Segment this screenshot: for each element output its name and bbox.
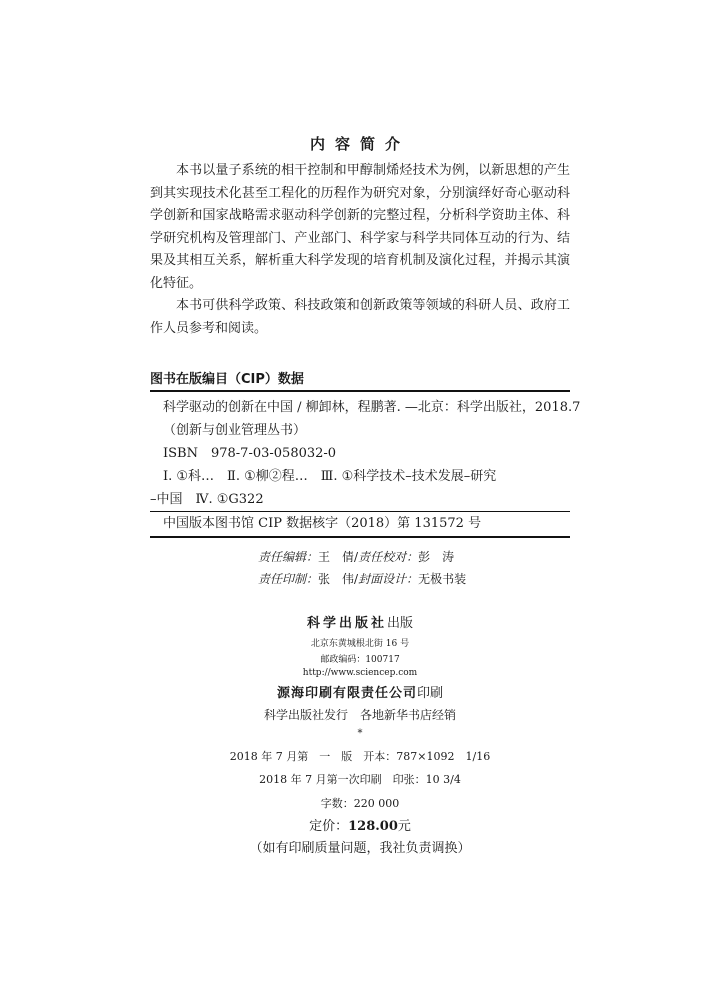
- printer-suffix: 印刷: [417, 686, 444, 701]
- cip-line: Ⅰ. ①科… Ⅱ. ①柳②程… Ⅲ. ①科学技术–技术发展–研究: [163, 469, 497, 484]
- quality-notice: （如有印刷质量问题，我社负责调换）: [249, 841, 471, 856]
- price-label: 定价：: [309, 819, 349, 834]
- cip-line: ISBN 978-7-03-058032-0: [163, 446, 337, 461]
- cip-footer: 中国版本图书馆 CIP 数据核字（2018）第 131572 号: [163, 516, 482, 531]
- intro-title: 内容简介: [309, 135, 410, 153]
- cip-line: –中国 Ⅳ. ①G322: [150, 492, 264, 507]
- cip-title: 图书在版编目（CIP）数据: [150, 372, 304, 387]
- printer-name: 源海印刷有限责任公司: [276, 686, 417, 701]
- credit-separator: /: [354, 550, 359, 564]
- credit-value: 彭 涛: [418, 550, 455, 564]
- credit-label: 责任编辑：: [258, 550, 319, 564]
- credit-value: 无极书装: [418, 572, 467, 586]
- publisher-address: 北京东黄城根北街 16 号: [310, 639, 410, 649]
- credit-separator: /: [354, 572, 359, 586]
- word-count: 字数：220 000: [320, 797, 400, 810]
- price-line: [0, 815, 720, 834]
- cip-line: （创新与创业管理丛书）: [163, 423, 307, 438]
- edition-line-2: 2018 年 7 月第一次印刷 印张：10 3/4: [259, 773, 461, 786]
- cip-line: 科学驱动的创新在中国 / 柳卸林，程鹏著. —北京：科学出版社，2018.7: [163, 400, 581, 415]
- credit-label: 责任印制：: [258, 572, 319, 586]
- cip-bottom-rule: [150, 536, 570, 538]
- edition-line-1: 2018 年 7 月第 一 版 开本：787×1092 1/16: [229, 750, 491, 763]
- publisher-line: [0, 612, 720, 631]
- credit-label: 责任校对：: [358, 550, 419, 564]
- divider-star: *: [357, 728, 363, 739]
- credits-line-2: [258, 570, 466, 587]
- printer-line: [0, 682, 720, 701]
- cip-lines: [150, 392, 581, 511]
- intro-body: [150, 160, 570, 340]
- intro-paragraph: 本书以量子系统的相干控制和甲醇制烯烃技术为例，以新思想的产生到其实现技术化甚至工程化的历程作为研究对象，分别演绎好奇心驱动科学创新和国家战略需求驱动科学创新的完整过程，分析科学资助主体、科学研究机构及管理部门、产业部门、科学家与科学共同体互动的行为、结果及其相互关系，解析重大科学发现的培育机制及演化过程，并揭示其演化特征。: [150, 163, 570, 291]
- publisher-suffix: 出版: [387, 616, 414, 631]
- credit-value: 王 倩: [318, 550, 355, 564]
- price-unit: 元: [397, 819, 411, 834]
- distribution-line: 科学出版社发行 各地新华书店经销: [263, 708, 456, 722]
- credit-value: 张 伟: [318, 572, 355, 586]
- publisher-website: http://www.sciencep.com: [302, 668, 418, 678]
- intro-paragraph: 本书可供科学政策、科技政策和创新政策等领域的科研人员、政府工作人员参考和阅读。: [150, 298, 570, 336]
- credits-line-1: [258, 548, 454, 565]
- publisher-postcode: 邮政编码：100717: [320, 655, 400, 665]
- price-value: 128.00: [348, 819, 398, 834]
- credit-label: 封面设计：: [358, 572, 419, 586]
- publisher-name: 科学出版社: [306, 616, 387, 631]
- cip-block: [150, 370, 581, 538]
